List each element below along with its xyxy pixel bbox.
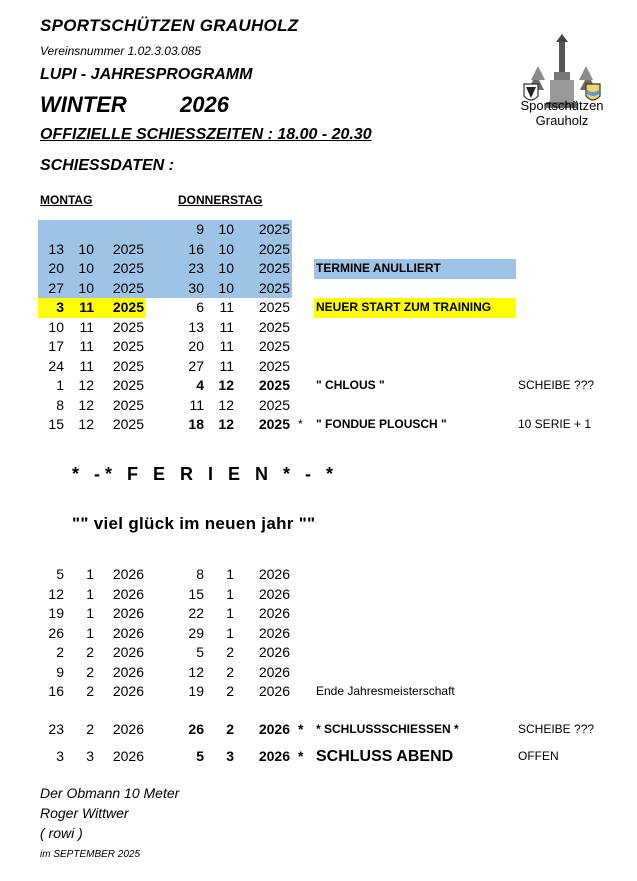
vereinsnummer: Vereinsnummer 1.02.3.03.085 — [40, 44, 201, 58]
thu-day: 30 — [188, 279, 204, 296]
schedule-row — [0, 565, 637, 585]
thu-year: 2025 — [258, 357, 290, 374]
mon-day: 13 — [48, 240, 64, 257]
event-remark: OFFEN — [518, 749, 559, 763]
mon-day: 19 — [48, 605, 64, 621]
mon-month: 12 — [78, 377, 94, 393]
thu-year: 2025 — [258, 318, 290, 335]
mon-day: 23 — [48, 721, 64, 737]
thu-month: 12 — [218, 416, 234, 432]
schedule-row — [0, 337, 637, 357]
event-remark: SCHEIBE ??? — [518, 722, 595, 736]
thu-month: 12 — [218, 396, 234, 413]
signature-short: ( rowi ) — [40, 825, 83, 841]
season-end-note: Ende Jahresmeisterschaft — [316, 684, 455, 698]
mon-month: 10 — [78, 260, 94, 276]
schedule-row — [0, 298, 637, 318]
schedule-row — [0, 357, 637, 377]
mon-year: 2026 — [112, 748, 144, 764]
thu-year: 2026 — [258, 624, 290, 641]
mon-month: 12 — [78, 396, 94, 413]
schedule-row — [0, 747, 637, 767]
shooting-times: OFFIZIELLE SCHIESSZEITEN : 18.00 - 20.30 — [40, 126, 372, 143]
signature-name: Roger Wittwer — [40, 805, 129, 821]
mon-year: 2026 — [112, 721, 144, 737]
column-header-donnerstag: DONNERSTAG — [178, 193, 263, 207]
mon-year: 2025 — [112, 377, 144, 393]
thu-day: 19 — [188, 683, 204, 699]
schedule-row — [0, 318, 637, 338]
mon-month: 1 — [86, 585, 94, 602]
schedule-row — [0, 604, 637, 624]
schedule-row — [0, 279, 637, 299]
thu-month: 3 — [226, 748, 234, 764]
thu-year: 2026 — [258, 748, 290, 764]
event-note: " CHLOUS " — [316, 378, 385, 392]
mon-day: 9 — [56, 663, 64, 680]
new-year-greeting: "" viel glück im neuen jahr "" — [72, 514, 316, 533]
mon-month: 1 — [86, 566, 94, 582]
mon-year: 2025 — [112, 318, 144, 335]
mon-month: 1 — [86, 605, 94, 621]
thu-day: 4 — [196, 377, 204, 393]
mon-year: 2026 — [112, 624, 144, 641]
thu-day: 20 — [188, 338, 204, 354]
thu-month: 2 — [226, 683, 234, 699]
thu-month: 1 — [226, 566, 234, 582]
mon-month: 11 — [79, 338, 94, 354]
mon-day: 3 — [56, 748, 64, 764]
thu-day: 9 — [196, 221, 204, 237]
mon-year: 2025 — [112, 416, 144, 432]
mon-year: 2026 — [112, 683, 144, 699]
logo-text-line1: Sportschützen — [520, 98, 604, 113]
schedule-row — [0, 720, 637, 740]
mon-year: 2026 — [112, 585, 144, 602]
mon-day: 10 — [48, 318, 64, 335]
event-note: " FONDUE PLOUSCH " — [316, 417, 447, 431]
issue-date: im SEPTEMBER 2025 — [40, 849, 141, 860]
thu-year: 2026 — [258, 566, 290, 582]
thu-month: 1 — [226, 585, 234, 602]
thu-day: 22 — [188, 605, 204, 621]
mon-year: 2026 — [112, 605, 144, 621]
thu-day: 5 — [196, 644, 204, 660]
mon-month: 2 — [86, 644, 94, 660]
mon-day: 24 — [48, 357, 64, 374]
season-label: WINTER — [40, 92, 127, 117]
event-note: SCHLUSS ABEND — [316, 748, 454, 765]
thu-day: 11 — [189, 396, 204, 413]
mon-month: 3 — [86, 748, 94, 764]
event-remark: 10 SERIE + 1 — [518, 417, 592, 431]
schedule-row — [0, 643, 637, 663]
club-name: SPORTSCHÜTZEN GRAUHOLZ — [40, 16, 299, 35]
mon-month: 11 — [79, 318, 94, 335]
thu-year: 2025 — [258, 338, 290, 354]
mon-month: 1 — [86, 624, 94, 641]
schedule-row — [0, 240, 637, 260]
mon-month: 10 — [78, 279, 94, 296]
thu-year: 2025 — [258, 416, 290, 432]
shooting-dates-heading: SCHIESSDATEN : — [40, 157, 174, 174]
schedule-row — [0, 259, 637, 279]
mon-day: 12 — [48, 585, 64, 602]
mon-month: 10 — [78, 240, 94, 257]
mon-day: 26 — [48, 624, 64, 641]
thu-month: 2 — [226, 721, 234, 737]
thu-year: 2026 — [258, 644, 290, 660]
mon-year: 2026 — [112, 663, 144, 680]
mon-day: 2 — [56, 644, 64, 660]
thu-day: 26 — [188, 721, 204, 737]
mon-year: 2025 — [112, 279, 144, 296]
thu-month: 1 — [226, 605, 234, 621]
mon-year: 2025 — [112, 260, 144, 276]
mon-month: 2 — [86, 721, 94, 737]
thu-day: 13 — [188, 318, 204, 335]
ferien-banner: * -* F E R I E N * - * — [72, 464, 339, 484]
thu-day: 6 — [196, 299, 204, 315]
schedule-row — [0, 415, 637, 435]
mon-month: 11 — [79, 299, 94, 315]
thu-month: 11 — [219, 299, 234, 315]
restart-note: NEUER START ZUM TRAINING — [316, 300, 492, 314]
thu-month: 12 — [218, 377, 234, 393]
thu-month: 10 — [218, 221, 234, 237]
mon-day: 8 — [56, 396, 64, 413]
signature-role: Der Obmann 10 Meter — [40, 785, 180, 801]
mon-month: 12 — [78, 416, 94, 432]
schedule-row — [0, 682, 637, 702]
thu-day: 29 — [188, 624, 204, 641]
mon-day: 17 — [48, 338, 64, 354]
mon-year: 2026 — [112, 644, 144, 660]
schedule-row — [0, 396, 637, 416]
mon-day: 27 — [48, 279, 64, 296]
schedule-row — [0, 585, 637, 605]
thu-year: 2025 — [258, 240, 290, 257]
thu-day: 15 — [188, 585, 204, 602]
column-header-montag: MONTAG — [40, 193, 93, 207]
thu-day: 8 — [196, 566, 204, 582]
mon-day: 5 — [56, 566, 64, 582]
event-star: * — [298, 417, 303, 431]
thu-year: 2026 — [258, 683, 290, 699]
season-year: 2026 — [180, 92, 229, 117]
thu-month: 10 — [218, 260, 234, 276]
thu-month: 11 — [219, 357, 234, 374]
schedule-row — [0, 663, 637, 683]
mon-year: 2025 — [112, 240, 144, 257]
logo-text-line2: Grauholz — [535, 113, 589, 128]
thu-month: 11 — [219, 318, 234, 335]
mon-day: 15 — [48, 416, 64, 432]
thu-year: 2025 — [258, 260, 290, 276]
mon-year: 2025 — [112, 299, 144, 315]
thu-year: 2025 — [258, 396, 290, 413]
thu-year: 2025 — [258, 221, 290, 237]
thu-day: 12 — [188, 663, 204, 680]
thu-day: 5 — [196, 748, 204, 764]
mon-month: 11 — [79, 357, 94, 374]
schedule-row — [0, 220, 637, 240]
thu-year: 2026 — [258, 721, 290, 737]
schedule-row — [0, 624, 637, 644]
mon-year: 2025 — [112, 338, 144, 354]
mon-month: 2 — [86, 683, 94, 699]
mon-month: 2 — [86, 663, 94, 680]
mon-day: 1 — [56, 377, 64, 393]
thu-month: 10 — [218, 240, 234, 257]
thu-day: 27 — [188, 357, 204, 374]
thu-year: 2026 — [258, 663, 290, 680]
thu-month: 1 — [226, 624, 234, 641]
thu-year: 2025 — [258, 299, 290, 315]
mon-day: 16 — [48, 683, 64, 699]
thu-month: 2 — [226, 644, 234, 660]
event-star: * — [298, 748, 304, 764]
thu-day: 16 — [188, 240, 204, 257]
event-star: * — [298, 721, 304, 737]
schedule-row — [0, 376, 637, 396]
thu-year: 2026 — [258, 585, 290, 602]
thu-month: 11 — [219, 338, 234, 354]
cancelled-note: TERMINE ANULLIERT — [316, 261, 441, 275]
thu-year: 2026 — [258, 605, 290, 621]
event-remark: SCHEIBE ??? — [518, 378, 595, 392]
mon-year: 2025 — [112, 357, 144, 374]
thu-month: 2 — [226, 663, 234, 680]
program-title: LUPI - JAHRESPROGRAMM — [40, 66, 253, 83]
mon-day: 3 — [56, 299, 64, 315]
thu-year: 2025 — [258, 279, 290, 296]
mon-year: 2025 — [112, 396, 144, 413]
mon-day: 20 — [48, 260, 64, 276]
thu-year: 2025 — [258, 377, 290, 393]
thu-month: 10 — [218, 279, 234, 296]
thu-day: 23 — [188, 260, 204, 276]
thu-day: 18 — [188, 416, 204, 432]
mon-year: 2026 — [112, 566, 144, 582]
event-note: * SCHLUSSSCHIESSEN * — [316, 722, 459, 736]
